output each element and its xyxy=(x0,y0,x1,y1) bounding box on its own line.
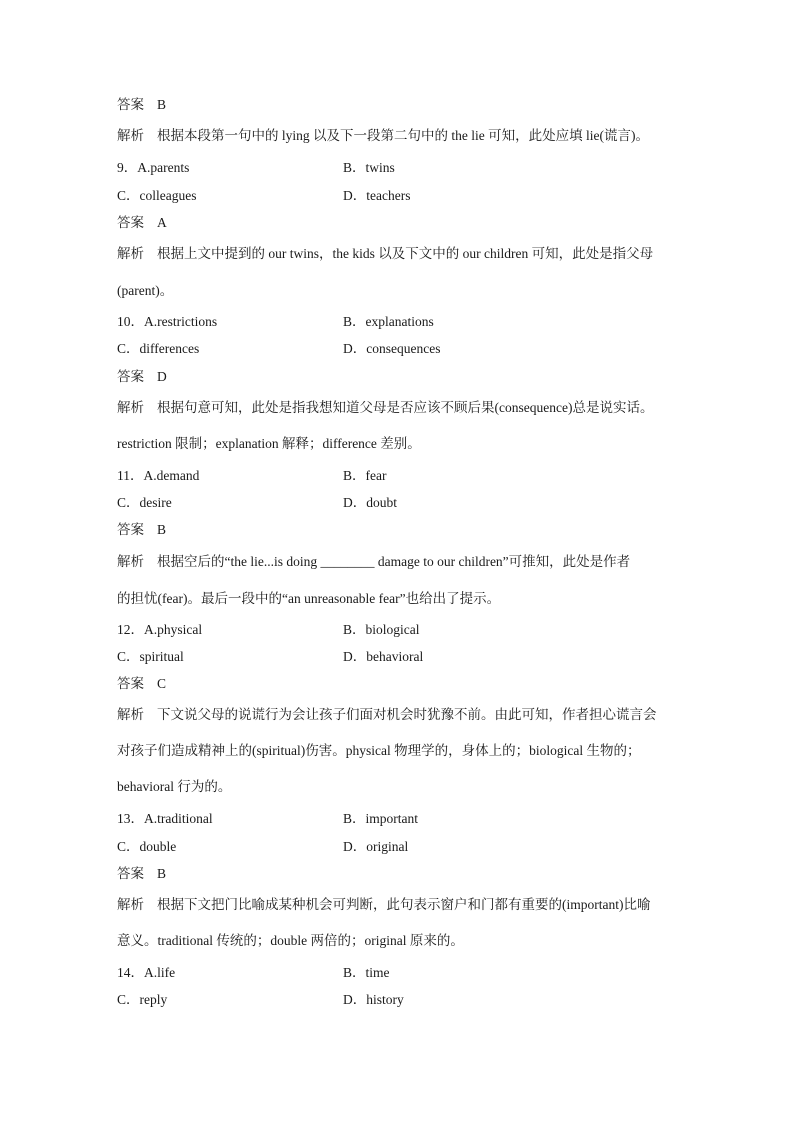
explanation-text: 根据句意可知，此处是指我想知道父母是否应该不顾后果(consequence)总是说实话。 xyxy=(157,400,654,415)
explanation-line xyxy=(117,896,650,914)
answer-line xyxy=(117,675,166,693)
explanation-continuation: (parent)。 xyxy=(117,283,174,298)
question-number: 10． xyxy=(117,314,144,329)
option-a: A.demand xyxy=(143,468,200,483)
question-number: 11． xyxy=(117,468,144,483)
answer-label: 答案 xyxy=(117,369,144,384)
question-13-option-a xyxy=(117,810,213,828)
question-number: 9． xyxy=(117,160,138,175)
question-10-option-c: C．differences xyxy=(117,341,200,356)
answer-line xyxy=(117,368,167,386)
explanation-label: 解析 xyxy=(117,400,144,415)
question-13-option-b: B．important xyxy=(343,811,418,826)
answer-value: B xyxy=(157,866,167,881)
answer-label: 答案 xyxy=(117,522,144,537)
answer-line xyxy=(117,96,166,114)
explanation-line xyxy=(117,245,653,263)
explanation-continuation: 对孩子们造成精神上的(spiritual)伤害。physical 物理学的，身体上的；biological 生物的； xyxy=(117,743,641,758)
question-number: 14． xyxy=(117,965,144,980)
answer-value: C xyxy=(157,676,167,691)
explanation-line xyxy=(117,706,657,724)
answer-line xyxy=(117,521,166,539)
option-a: A.physical xyxy=(144,622,203,637)
explanation-label: 解析 xyxy=(117,554,144,569)
explanation-line xyxy=(117,553,630,571)
answer-label: 答案 xyxy=(117,215,144,230)
option-a: A.traditional xyxy=(144,811,213,826)
question-9-option-a xyxy=(117,159,189,177)
question-11-option-a xyxy=(117,467,199,485)
question-9-option-d: D．teachers xyxy=(343,188,411,203)
explanation-label: 解析 xyxy=(117,128,144,143)
explanation-continuation: 的担忧(fear)。最后一段中的“an unreasonable fear”也给出了提示。 xyxy=(117,591,501,606)
question-10-option-d: D．consequences xyxy=(343,341,441,356)
answer-label: 答案 xyxy=(117,676,144,691)
question-13-option-d: D．original xyxy=(343,839,409,854)
question-12-option-b: B．biological xyxy=(343,622,420,637)
question-10-option-b: B．explanations xyxy=(343,314,434,329)
question-13-option-c: C．double xyxy=(117,839,177,854)
explanation-text: 根据下文把门比喻成某种机会可判断，此句表示窗户和门都有重要的(important)比喻 xyxy=(157,897,651,912)
explanation-label: 解析 xyxy=(117,246,144,261)
explanation-continuation: behavioral 行为的。 xyxy=(117,779,232,794)
question-9-option-c: C．colleagues xyxy=(117,188,197,203)
explanation-continuation: restriction 限制；explanation 解释；difference 差别。 xyxy=(117,436,421,451)
question-11-option-b: B．fear xyxy=(343,468,387,483)
question-14-option-b: B．time xyxy=(343,965,390,980)
answer-line xyxy=(117,214,167,232)
answer-value: A xyxy=(157,215,167,230)
explanation-line xyxy=(117,399,653,417)
option-a: A.restrictions xyxy=(144,314,218,329)
explanation-text: 根据本段第一句中的 lying 以及下一段第二句中的 the lie 可知，此处应填 lie(谎言)。 xyxy=(157,128,649,143)
answer-label: 答案 xyxy=(117,866,144,881)
question-11-option-d: D．doubt xyxy=(343,495,397,510)
question-10-option-a xyxy=(117,313,217,331)
question-14-option-c: C．reply xyxy=(117,992,168,1007)
answer-line xyxy=(117,865,166,883)
question-12-option-c: C．spiritual xyxy=(117,649,184,664)
question-11-option-c: C．desire xyxy=(117,495,172,510)
answer-label: 答案 xyxy=(117,97,144,112)
explanation-continuation: 意义。traditional 传统的；double 两倍的；original 原来的。 xyxy=(117,933,464,948)
explanation-line xyxy=(117,127,649,145)
answer-value: B xyxy=(157,97,167,112)
question-number: 12． xyxy=(117,622,144,637)
question-14-option-a xyxy=(117,964,175,982)
question-12-option-d: D．behavioral xyxy=(343,649,424,664)
explanation-text: 下文说父母的说谎行为会让孩子们面对机会时犹豫不前。由此可知，作者担心谎言会 xyxy=(157,707,657,722)
option-a: A.parents xyxy=(137,160,190,175)
explanation-label: 解析 xyxy=(117,707,144,722)
question-9-option-b: B．twins xyxy=(343,160,395,175)
answer-value: B xyxy=(157,522,167,537)
question-number: 13． xyxy=(117,811,144,826)
explanation-text: 根据上文中提到的 our twins，the kids 以及下文中的 our children 可知，此处是指父母 xyxy=(157,246,654,261)
explanation-text: 根据空后的“the lie...is doing ________ damage to our children”可推知，此处是作者 xyxy=(157,554,631,569)
explanation-label: 解析 xyxy=(117,897,144,912)
answer-value: D xyxy=(157,369,167,384)
question-12-option-a xyxy=(117,621,202,639)
option-a: A.life xyxy=(144,965,176,980)
question-14-option-d: D．history xyxy=(343,992,404,1007)
